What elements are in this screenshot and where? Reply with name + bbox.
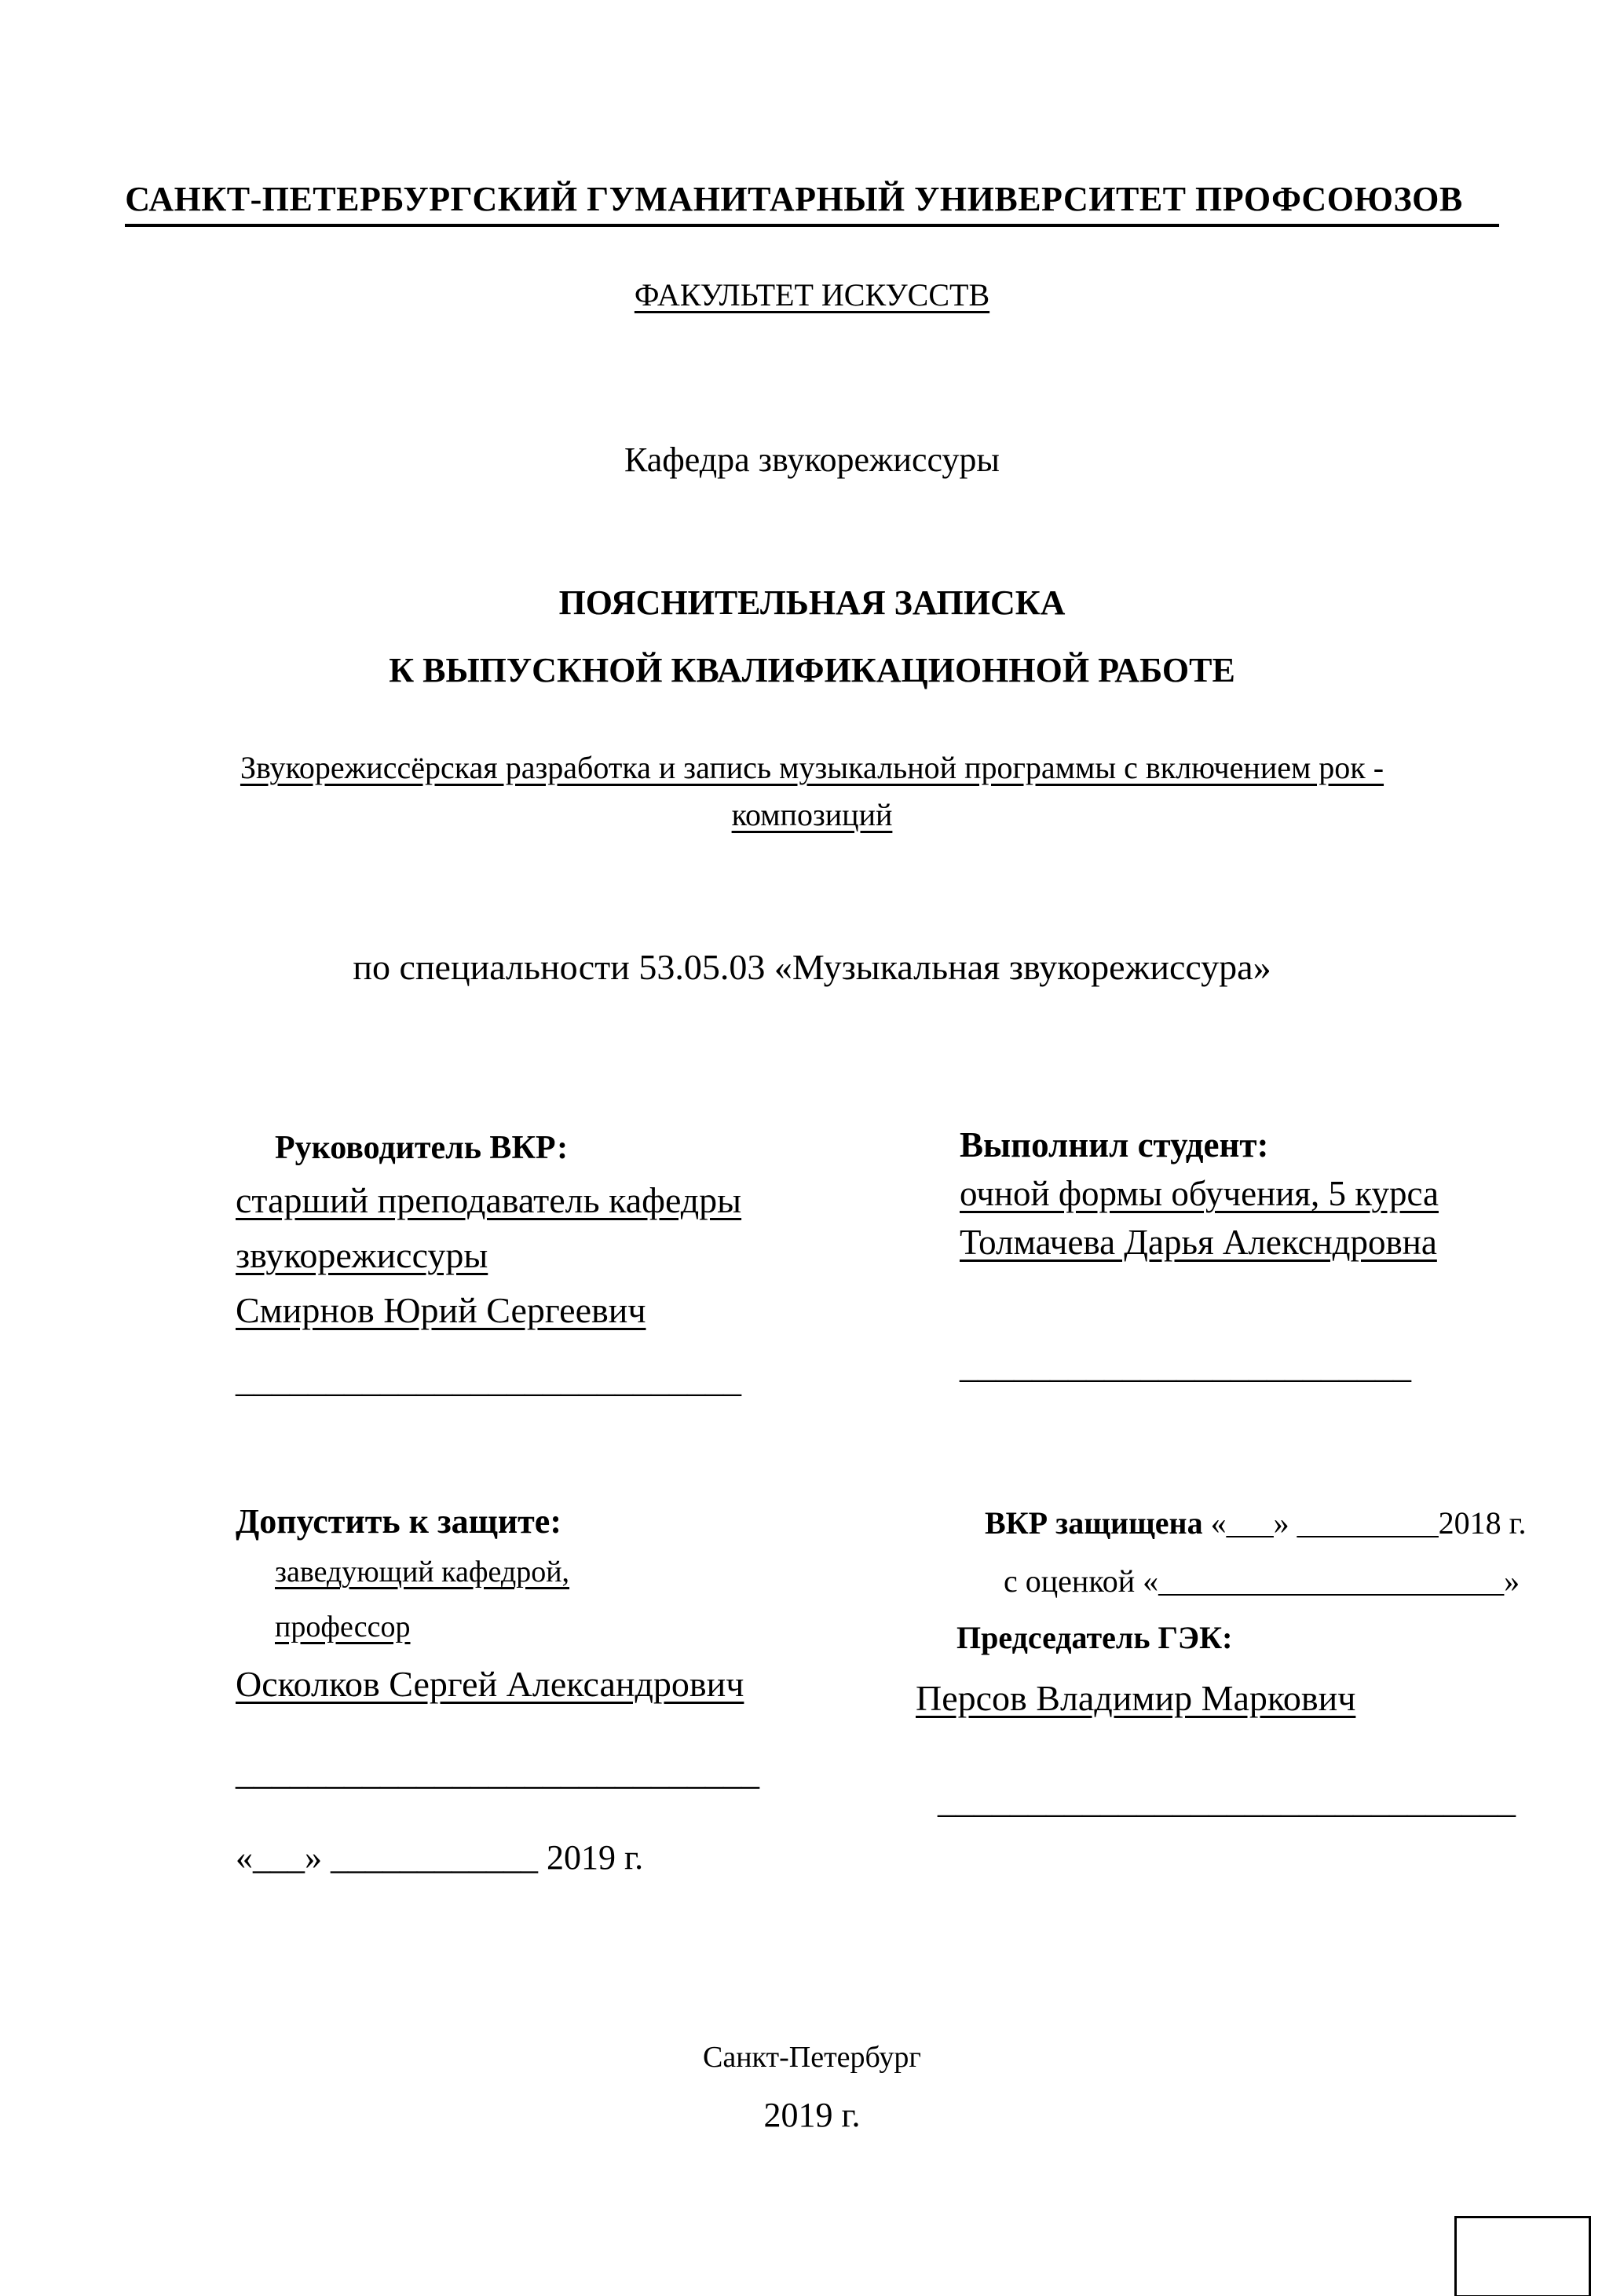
admission-label: Допустить к защите: [236,1502,561,1541]
defense-signature-line: ________________________________ [938,1780,1516,1820]
defense-defended-rest: «___» _________2018 г. [1202,1505,1527,1541]
work-title: Звукорежиссёрская разработка и запись музыкальной программы с включением рок - композиций [240,750,1384,832]
supervisor-name: Смирнов Юрий Сергеевич [236,1290,646,1330]
student-info: очной формы обучения, 5 курса [960,1174,1439,1213]
student-name: Толмачева Дарья Алексндровна [960,1223,1437,1262]
student-signature-line: _________________________ [960,1345,1411,1385]
supervisor-position-line1: старший преподаватель кафедры [236,1180,742,1220]
page-number-box [1454,2216,1591,2296]
defense-defended-line [985,1504,1526,1541]
city-line: Санкт-Петербург [702,2041,922,2074]
supervisor-label: Руководитель ВКР: [275,1130,569,1166]
admission-position-line2: профессор [275,1610,411,1643]
department-line: Кафедра звукорежиссуры [624,441,1000,479]
university-header [0,179,1624,227]
admission-signature-line: _____________________________ [236,1752,759,1792]
specialty-line: по специальности 53.05.03 «Музыкальная звукорежиссура» [353,947,1271,987]
doc-title-line1: ПОЯСНИТЕЛЬНАЯ ЗАПИСКА [558,583,1066,622]
defense-chairman-name: Персов Владимир Маркович [916,1678,1356,1718]
university-header-text: САНКТ-ПЕТЕРБУРГСКИЙ ГУМАНИТАРНЫЙ УНИВЕРСИТЕТ ПРОФСОЮЗОВ [125,179,1499,227]
defense-defended-label: ВКР защищена [985,1505,1203,1541]
admission-name: Осколков Сергей Александрович [236,1664,744,1704]
year-line: 2019 г. [763,2096,861,2134]
student-label: Выполнил студент: [960,1125,1269,1164]
admission-date-line: «___» ____________ 2019 г. [236,1838,644,1877]
defense-chairman-label: Председатель ГЭК: [956,1620,1233,1655]
faculty-header: ФАКУЛЬТЕТ ИСКУССТВ [634,277,990,313]
supervisor-position-line2: звукорежиссуры [236,1235,488,1275]
admission-position-line1: заведующий кафедрой, [275,1556,570,1589]
defense-grade-line: с оценкой «______________________» [1004,1563,1520,1599]
doc-title-line2: К ВЫПУСКНОЙ КВАЛИФИКАЦИОННОЙ РАБОТЕ [389,651,1235,689]
supervisor-signature-line: ____________________________ [236,1359,741,1399]
